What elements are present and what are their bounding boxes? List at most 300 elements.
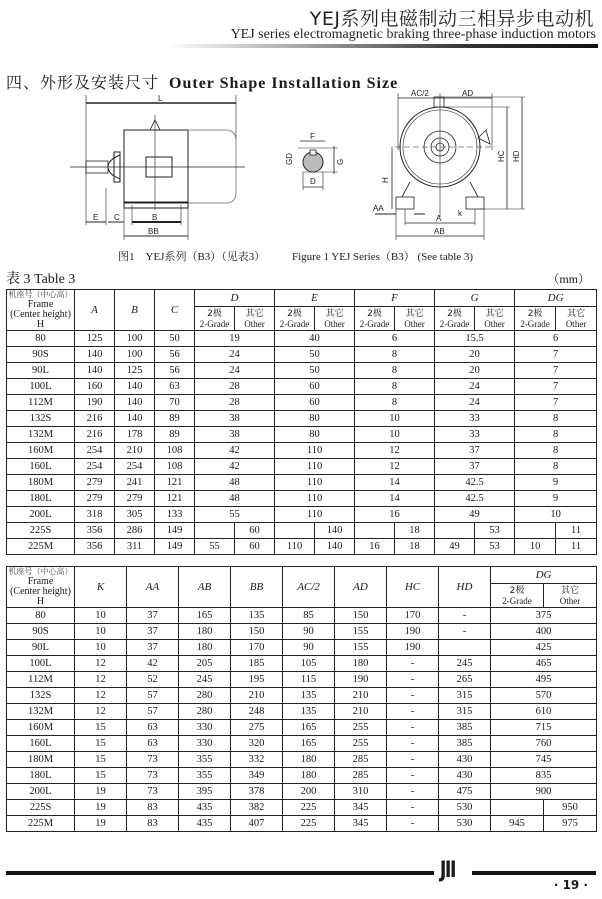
- value-cell: 407: [231, 816, 283, 832]
- subheader-other-zh: 其它: [561, 586, 580, 597]
- value-cell: 38: [195, 411, 275, 427]
- value-cell: 37: [127, 624, 179, 640]
- value-cell: 275: [231, 720, 283, 736]
- value-cell: 320: [231, 736, 283, 752]
- table-row: [7, 475, 597, 491]
- value-cell: 12: [355, 459, 435, 475]
- dim-label-b: B: [152, 213, 158, 222]
- subheader-2-grade-en: 2-Grade: [439, 319, 470, 330]
- value-cell: -: [387, 704, 439, 720]
- value-cell: 14: [355, 491, 435, 507]
- column-header: AB: [179, 567, 231, 608]
- value-cell: 28: [195, 379, 275, 395]
- value-cell: 108: [155, 459, 195, 475]
- value-cell: 332: [231, 752, 283, 768]
- table-row: [7, 672, 597, 688]
- front-view-drawing: [373, 90, 525, 240]
- value-cell: 345: [335, 816, 387, 832]
- subheader-other: [544, 584, 597, 608]
- value-cell: 254: [115, 459, 155, 475]
- table-row: [7, 363, 597, 379]
- value-cell: 135: [231, 608, 283, 624]
- value-cell: 18: [395, 523, 435, 539]
- dim-label-gd: GD: [285, 153, 294, 165]
- value-cell: 63: [127, 720, 179, 736]
- frame-header-en1: Frame: [27, 576, 54, 587]
- value-cell: 8: [515, 443, 597, 459]
- value-cell: 42.5: [435, 475, 515, 491]
- frame-cell: 160M: [7, 720, 75, 736]
- frame-header-en2: (Center height): [10, 309, 71, 320]
- value-cell: 60: [275, 395, 355, 411]
- table-row: [7, 395, 597, 411]
- value-cell: 73: [127, 784, 179, 800]
- frame-cell: 90L: [7, 363, 75, 379]
- value-cell: 900: [491, 784, 597, 800]
- value-cell: -: [387, 752, 439, 768]
- dimension-table-2: [6, 566, 597, 832]
- subheader-2-grade: [491, 584, 544, 608]
- value-cell: 10: [515, 539, 556, 555]
- value-cell: 10: [355, 427, 435, 443]
- value-cell: -: [387, 768, 439, 784]
- value-cell: 40: [275, 331, 355, 347]
- value-cell: 7: [515, 347, 597, 363]
- value-cell: 285: [335, 768, 387, 784]
- value-cell: 7: [515, 379, 597, 395]
- value-cell: 190: [335, 672, 387, 688]
- subheader-other-en: Other: [244, 319, 265, 330]
- frame-cell: 90L: [7, 640, 75, 656]
- value-cell: 530: [439, 816, 491, 832]
- frame-header: [7, 567, 75, 608]
- column-header: E: [275, 290, 355, 307]
- value-cell: 310: [335, 784, 387, 800]
- value-cell: 121: [155, 491, 195, 507]
- value-cell: -: [439, 624, 491, 640]
- value-cell: 760: [491, 736, 597, 752]
- value-cell: 110: [275, 475, 355, 491]
- value-cell: 210: [231, 688, 283, 704]
- column-header: F: [355, 290, 435, 307]
- value-cell: 318: [75, 507, 115, 523]
- column-header: G: [435, 290, 515, 307]
- value-cell: 53: [475, 523, 515, 539]
- value-cell: 6: [515, 331, 597, 347]
- dim-label-hd: HD: [512, 150, 521, 162]
- value-cell: 11: [556, 539, 597, 555]
- value-cell: 140: [315, 523, 355, 539]
- value-cell: 83: [127, 800, 179, 816]
- column-header: AA: [127, 567, 179, 608]
- table-title: 表 3 Table 3: [6, 272, 76, 287]
- header-rule: [165, 44, 598, 48]
- value-cell: 385: [439, 736, 491, 752]
- value-cell: 49: [435, 507, 515, 523]
- value-cell: 265: [439, 672, 491, 688]
- value-cell: 16: [355, 539, 395, 555]
- frame-cell: 160L: [7, 459, 75, 475]
- frame-cell: 200L: [7, 507, 75, 523]
- value-cell: 345: [335, 800, 387, 816]
- value-cell: 10: [75, 608, 127, 624]
- value-cell: -: [387, 784, 439, 800]
- value-cell: 56: [155, 347, 195, 363]
- frame-cell: 180M: [7, 752, 75, 768]
- value-cell: 20: [435, 347, 515, 363]
- subheader-2-grade: [355, 307, 395, 331]
- value-cell: 19: [75, 800, 127, 816]
- value-cell: 55: [195, 507, 275, 523]
- column-header: B: [115, 290, 155, 331]
- value-cell: 108: [155, 443, 195, 459]
- value-cell: 20: [435, 363, 515, 379]
- value-cell: 42.5: [435, 491, 515, 507]
- frame-cell: 180L: [7, 491, 75, 507]
- frame-cell: 200L: [7, 784, 75, 800]
- column-header: C: [155, 290, 195, 331]
- value-cell: 12: [75, 688, 127, 704]
- value-cell: 63: [127, 736, 179, 752]
- value-cell: 37: [435, 459, 515, 475]
- value-cell: [355, 523, 395, 539]
- value-cell: 9: [515, 475, 597, 491]
- table-row: [7, 688, 597, 704]
- value-cell: 356: [75, 539, 115, 555]
- side-view-drawing: [70, 94, 245, 240]
- value-cell: 125: [115, 363, 155, 379]
- subheader-other: [556, 307, 597, 331]
- frame-header-en2: (Center height): [10, 586, 71, 597]
- frame-header-zh: 机座号（中心高）: [8, 567, 73, 576]
- company-logo: JⅡ: [439, 858, 455, 883]
- value-cell: 8: [515, 427, 597, 443]
- subheader-2-grade: [515, 307, 556, 331]
- value-cell: -: [387, 688, 439, 704]
- value-cell: 210: [335, 704, 387, 720]
- frame-header-en3: H: [36, 319, 45, 330]
- value-cell: 435: [179, 816, 231, 832]
- dim-label-e: E: [93, 213, 99, 222]
- value-cell: 10: [515, 507, 597, 523]
- dim-label-ac2: AC/2: [411, 90, 429, 98]
- value-cell: 180: [179, 640, 231, 656]
- document-title: YEJ系列电磁制动三相异步电动机: [309, 8, 594, 30]
- value-cell: 570: [491, 688, 597, 704]
- value-cell: 50: [275, 347, 355, 363]
- value-cell: [275, 523, 315, 539]
- table-row: [7, 379, 597, 395]
- table-row: [7, 347, 597, 363]
- value-cell: [491, 800, 544, 816]
- value-cell: 57: [127, 704, 179, 720]
- value-cell: 465: [491, 656, 597, 672]
- value-cell: 9: [515, 491, 597, 507]
- subheader-2-grade-zh: 2极: [207, 309, 222, 320]
- subheader-2-grade-zh: 2极: [527, 309, 543, 320]
- column-header: D: [195, 290, 275, 307]
- value-cell: 950: [544, 800, 597, 816]
- value-cell: 170: [231, 640, 283, 656]
- value-cell: 149: [155, 523, 195, 539]
- value-cell: 210: [335, 688, 387, 704]
- value-cell: -: [387, 672, 439, 688]
- value-cell: 57: [127, 688, 179, 704]
- table-row: [7, 523, 597, 539]
- subheader-2-grade-zh: 2极: [367, 309, 382, 320]
- subheader-other-en: Other: [324, 319, 345, 330]
- value-cell: 610: [491, 704, 597, 720]
- value-cell: 279: [75, 475, 115, 491]
- value-cell: 8: [515, 411, 597, 427]
- value-cell: 42: [127, 656, 179, 672]
- value-cell: 24: [435, 379, 515, 395]
- table-row: [7, 427, 597, 443]
- value-cell: 530: [439, 800, 491, 816]
- dim-label-d: D: [310, 177, 316, 186]
- subheader-other-zh: 其它: [567, 309, 586, 320]
- dim-label-aa: AA: [373, 204, 384, 213]
- section-title-en: Outer Shape Installation Size: [169, 75, 399, 92]
- table-row: [7, 784, 597, 800]
- value-cell: 10: [75, 624, 127, 640]
- value-cell: 14: [355, 475, 435, 491]
- frame-header-zh: 机座号（中心高）: [8, 290, 73, 299]
- value-cell: 349: [231, 768, 283, 784]
- footer-rule-right: [472, 871, 596, 875]
- table-row: [7, 443, 597, 459]
- value-cell: 140: [115, 379, 155, 395]
- column-header: A: [75, 290, 115, 331]
- value-cell: 245: [179, 672, 231, 688]
- table-row: [7, 752, 597, 768]
- frame-cell: 132S: [7, 411, 75, 427]
- value-cell: 190: [387, 624, 439, 640]
- column-header: K: [75, 567, 127, 608]
- value-cell: 37: [127, 640, 179, 656]
- value-cell: 10: [355, 411, 435, 427]
- dim-label-l: L: [158, 94, 163, 103]
- value-cell: 105: [283, 656, 335, 672]
- dimension-table-1: [6, 289, 597, 555]
- value-cell: 135: [283, 688, 335, 704]
- subheader-other: [235, 307, 275, 331]
- value-cell: 8: [355, 379, 435, 395]
- subheader-other: [315, 307, 355, 331]
- value-cell: 133: [155, 507, 195, 523]
- subheader-other-zh: 其它: [485, 309, 504, 320]
- figure-caption-zh: 图1 YEJ系列（B3）（见表3）: [118, 251, 266, 263]
- value-cell: 53: [475, 539, 515, 555]
- value-cell: 305: [115, 507, 155, 523]
- column-header: HD: [439, 567, 491, 608]
- subheader-2-grade-en: 2-Grade: [279, 319, 310, 330]
- table-row: [7, 720, 597, 736]
- value-cell: 155: [335, 640, 387, 656]
- value-cell: 15: [75, 736, 127, 752]
- subheader-other-zh: 其它: [245, 309, 264, 320]
- value-cell: 254: [75, 459, 115, 475]
- shaft-section-drawing: [285, 132, 345, 190]
- value-cell: 10: [75, 640, 127, 656]
- table-header-row: [7, 567, 597, 584]
- value-cell: 15.5: [435, 331, 515, 347]
- value-cell: 254: [75, 443, 115, 459]
- value-cell: 355: [179, 768, 231, 784]
- value-cell: 385: [439, 720, 491, 736]
- value-cell: 280: [179, 688, 231, 704]
- subheader-2-grade-en: 2-Grade: [199, 319, 230, 330]
- value-cell: 8: [515, 459, 597, 475]
- column-header: BB: [231, 567, 283, 608]
- value-cell: 60: [235, 523, 275, 539]
- value-cell: 48: [195, 491, 275, 507]
- frame-header-en1: Frame: [27, 299, 54, 310]
- frame-cell: 112M: [7, 672, 75, 688]
- value-cell: 430: [439, 752, 491, 768]
- frame-cell: 132M: [7, 427, 75, 443]
- value-cell: 60: [275, 379, 355, 395]
- frame-cell: 225M: [7, 539, 75, 555]
- subheader-2-grade: [195, 307, 235, 331]
- value-cell: 241: [115, 475, 155, 491]
- value-cell: 835: [491, 768, 597, 784]
- value-cell: 155: [335, 624, 387, 640]
- value-cell: 85: [283, 608, 335, 624]
- subheader-other: [475, 307, 515, 331]
- value-cell: 945: [491, 816, 544, 832]
- subheader-2-grade: [435, 307, 475, 331]
- value-cell: 33: [435, 411, 515, 427]
- value-cell: 315: [439, 704, 491, 720]
- dim-label-c: C: [114, 213, 120, 222]
- subheader-2-grade-en: 2-Grade: [520, 319, 550, 330]
- value-cell: 125: [75, 331, 115, 347]
- value-cell: 140: [115, 395, 155, 411]
- value-cell: 24: [195, 363, 275, 379]
- value-cell: [515, 523, 556, 539]
- value-cell: 216: [75, 411, 115, 427]
- dim-label-ad: AD: [462, 90, 474, 98]
- value-cell: 140: [75, 347, 115, 363]
- dim-label-g: G: [336, 158, 345, 165]
- value-cell: 245: [439, 656, 491, 672]
- value-cell: 48: [195, 475, 275, 491]
- subheader-other-en: Other: [404, 319, 425, 330]
- value-cell: 248: [231, 704, 283, 720]
- frame-cell: 180L: [7, 768, 75, 784]
- value-cell: 73: [127, 768, 179, 784]
- page-number: · 19 ·: [553, 878, 588, 892]
- value-cell: 89: [155, 411, 195, 427]
- frame-cell: 160M: [7, 443, 75, 459]
- value-cell: 150: [231, 624, 283, 640]
- value-cell: 15: [75, 752, 127, 768]
- value-cell: 28: [195, 395, 275, 411]
- frame-cell: 225M: [7, 816, 75, 832]
- value-cell: 7: [515, 363, 597, 379]
- column-header: DG: [515, 290, 597, 307]
- value-cell: 185: [231, 656, 283, 672]
- frame-cell: 225S: [7, 523, 75, 539]
- value-cell: 19: [75, 784, 127, 800]
- table-row: [7, 459, 597, 475]
- value-cell: 83: [127, 816, 179, 832]
- value-cell: 49: [435, 539, 475, 555]
- value-cell: 425: [491, 640, 597, 656]
- value-cell: [439, 640, 491, 656]
- frame-cell: 80: [7, 608, 75, 624]
- frame-header: [7, 290, 75, 331]
- dim-label-f: F: [310, 132, 315, 141]
- value-cell: 12: [355, 443, 435, 459]
- value-cell: 330: [179, 736, 231, 752]
- frame-header-en3: H: [36, 596, 45, 607]
- value-cell: 12: [75, 704, 127, 720]
- value-cell: 73: [127, 752, 179, 768]
- value-cell: 225: [283, 816, 335, 832]
- value-cell: 495: [491, 672, 597, 688]
- value-cell: 315: [439, 688, 491, 704]
- value-cell: 80: [275, 411, 355, 427]
- table-row: [7, 331, 597, 347]
- subheader-other-en: Other: [565, 319, 587, 330]
- value-cell: -: [387, 656, 439, 672]
- value-cell: 135: [283, 704, 335, 720]
- value-cell: 279: [115, 491, 155, 507]
- value-cell: 18: [395, 539, 435, 555]
- value-cell: 50: [275, 363, 355, 379]
- table-header-row: [7, 290, 597, 307]
- value-cell: 8: [355, 395, 435, 411]
- value-cell: 37: [435, 443, 515, 459]
- value-cell: 55: [195, 539, 235, 555]
- value-cell: 24: [435, 395, 515, 411]
- value-cell: 195: [231, 672, 283, 688]
- table-row: [7, 507, 597, 523]
- value-cell: 63: [155, 379, 195, 395]
- value-cell: 115: [283, 672, 335, 688]
- column-header: AC/2: [283, 567, 335, 608]
- value-cell: 200: [283, 784, 335, 800]
- value-cell: 395: [179, 784, 231, 800]
- figure-caption-en: Figure 1 YEJ Series（B3） (See table 3): [292, 251, 474, 263]
- dim-label-a: A: [436, 214, 442, 223]
- frame-cell: 160L: [7, 736, 75, 752]
- value-cell: 110: [275, 459, 355, 475]
- value-cell: 89: [155, 427, 195, 443]
- value-cell: 400: [491, 624, 597, 640]
- value-cell: 286: [115, 523, 155, 539]
- value-cell: 19: [75, 816, 127, 832]
- value-cell: 149: [155, 539, 195, 555]
- value-cell: 205: [179, 656, 231, 672]
- value-cell: 11: [556, 523, 597, 539]
- subheader-2-grade: [275, 307, 315, 331]
- value-cell: -: [387, 736, 439, 752]
- dim-label-k: k: [458, 209, 462, 218]
- value-cell: 160: [75, 379, 115, 395]
- subheader-other-zh: 其它: [325, 309, 344, 320]
- value-cell: 180: [179, 624, 231, 640]
- subheader-2-grade-en: 2-Grade: [502, 596, 532, 607]
- value-cell: 180: [283, 768, 335, 784]
- frame-cell: 112M: [7, 395, 75, 411]
- value-cell: 56: [155, 363, 195, 379]
- value-cell: 24: [195, 347, 275, 363]
- table-row: [7, 704, 597, 720]
- value-cell: 285: [335, 752, 387, 768]
